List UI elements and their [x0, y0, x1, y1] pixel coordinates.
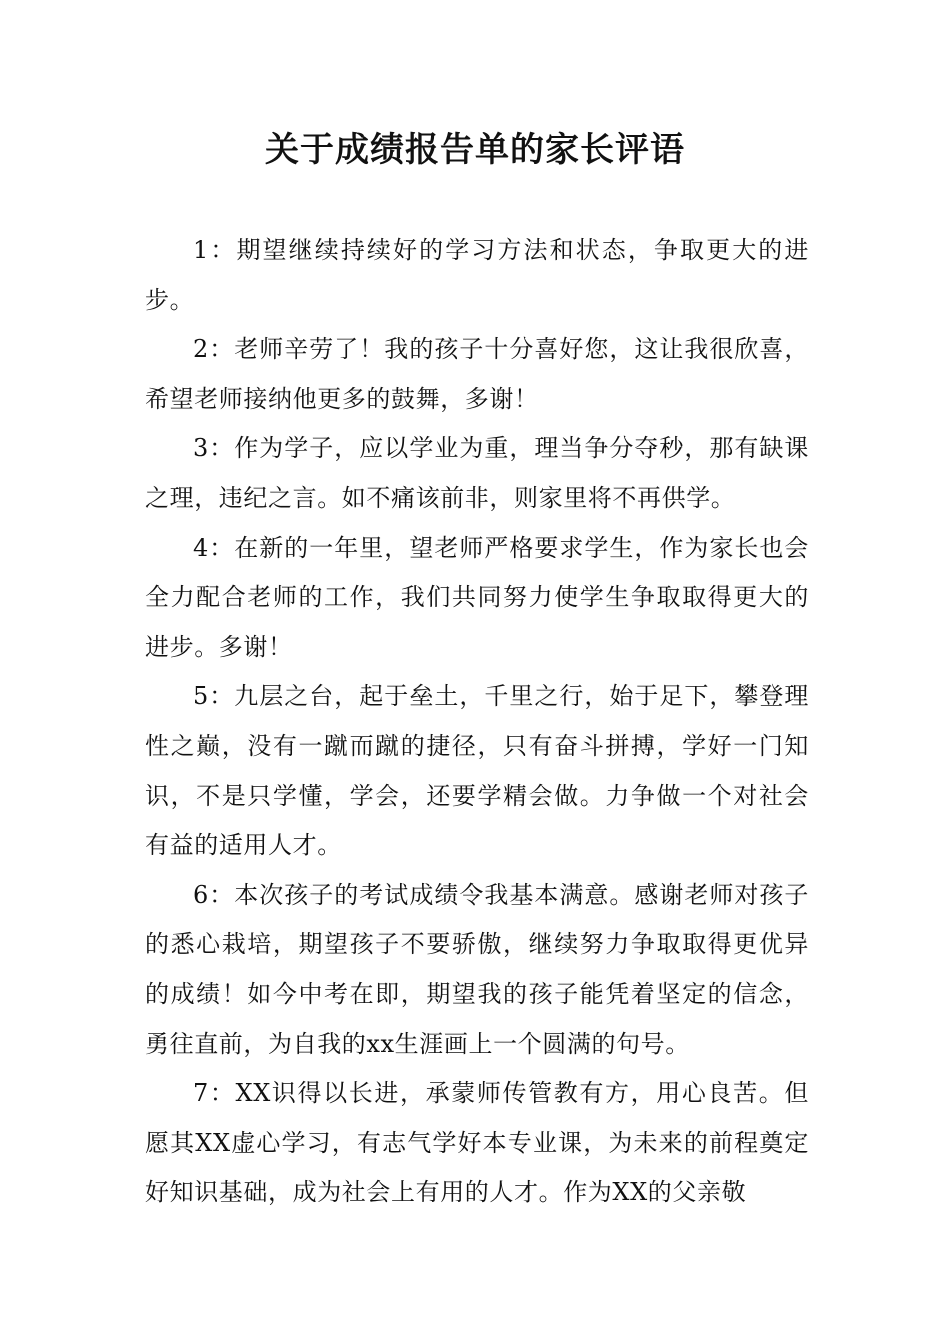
comment-paragraph-5: 5：九层之台，起于垒土，千里之行，始于足下，攀登理性之巅，没有一蹴而蹴的捷径，只有奋斗拼搏，学好一门知识，不是只学懂，学会，还要学精会做。力争做一个对社会有益的适用人才。 [145, 682, 809, 860]
comment-paragraph-6: 6：本次孩子的考试成绩令我基本满意。感谢老师对孩子的悉心栽培，期望孩子不要骄傲，继续努力争取取得更优异的成绩！如今中考在即，期望我的孩子能凭着坚定的信念，勇往直前，为自我的xx生涯画上一个圆满的句号。 [145, 880, 809, 1058]
comment-paragraph-2: 2：老师辛劳了！我的孩子十分喜好您，这让我很欣喜，希望老师接纳他更多的鼓舞，多谢！ [145, 335, 809, 413]
document-title: 关于成绩报告单的家长评语 [265, 130, 685, 170]
comment-paragraph-3: 3：作为学子，应以学业为重，理当争分夺秒，那有缺课之理，违纪之言。如不痛该前非，则家里将不再供学。 [145, 434, 809, 512]
comment-paragraph-7: 7：XX识得以长进，承蒙师传管教有方，用心良苦。但愿其XX虚心学习，有志气学好本专业课，为未来的前程奠定好知识基础，成为社会上有用的人才。作为XX的父亲敬 [145, 1079, 809, 1207]
comment-paragraph-1: 1：期望继续持续好的学习方法和状态，争取更大的进步。 [145, 236, 809, 314]
comment-paragraph-4: 4：在新的一年里，望老师严格要求学生，作为家长也会全力配合老师的工作，我们共同努力使学生争取取得更大的进步。多谢！ [145, 533, 809, 661]
document-body [145, 226, 809, 1218]
